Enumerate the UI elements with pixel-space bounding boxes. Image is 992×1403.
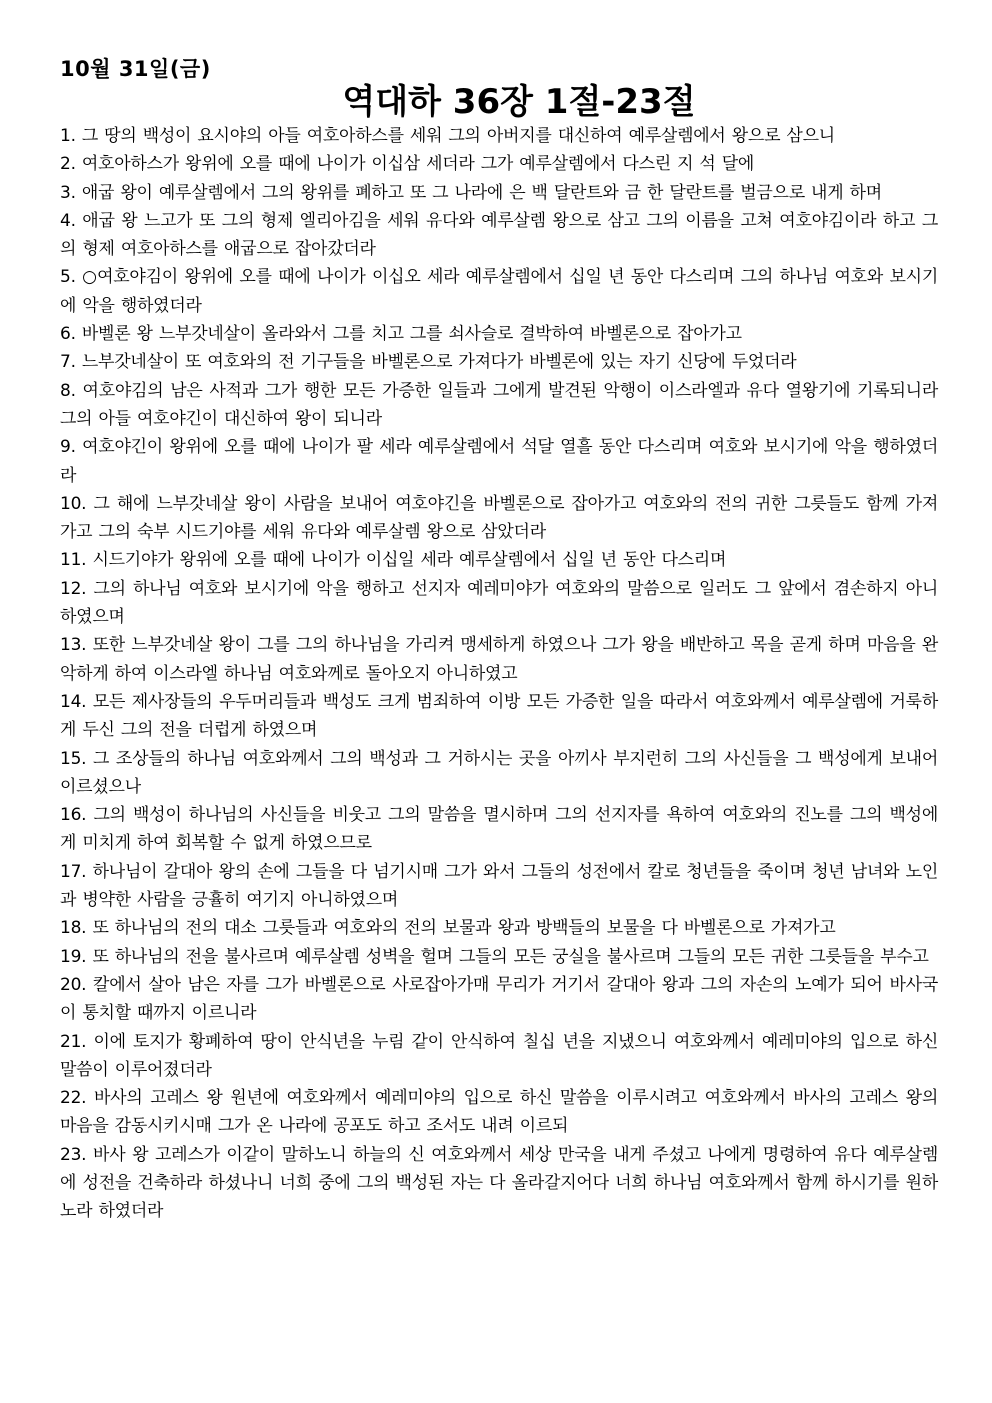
verse-5: 5. ○여호야김이 왕위에 오를 때에 나이가 이십오 세라 예루살렘에서 십일 년 동안 다스리며 그의 하나님 여호와 보시기에 악을 행하였더라 [60,267,938,316]
verse-7: 7. 느부갓네살이 또 여호와의 전 기구들을 바벨론으로 가져다가 바벨론에 있는 자기 신당에 두었더라 [60,352,797,373]
verse-18: 18. 또 하나님의 전의 대소 그릇들과 여호와의 전의 보물과 왕과 방백들의 보물을 다 바벨론으로 가져가고 [60,918,836,939]
verse-22: 22. 바사의 고레스 왕 원년에 여호와께서 예레미야의 입으로 하신 말씀을 이루시려고 여호와께서 바사의 고레스 왕의 마음을 감동시키시매 그가 온 나라에 공포도 하고 조서도 내려 이르되 [60,1088,938,1137]
verse-2: 2. 여호아하스가 왕위에 오를 때에 나이가 이십삼 세더라 그가 예루살렘에서 다스린 지 석 달에 [60,154,755,175]
verse-4: 4. 애굽 왕 느고가 또 그의 형제 엘리아김을 세워 유다와 예루살렘 왕으로 삼고 그의 이름을 고쳐 여호야김이라 하고 그의 형제 여호아하스를 애굽으로 잡아갔더라 [60,210,938,260]
verse-12: 12. 그의 하나님 여호와 보시기에 악을 행하고 선지자 예레미야가 여호와의 말씀으로 일러도 그 앞에서 겸손하지 아니하였으며 [60,578,938,628]
verse-6: 6. 바벨론 왕 느부갓네살이 올라와서 그를 치고 그를 쇠사슬로 결박하여 바벨론으로 잡아가고 [60,324,742,345]
verse-8: 8. 여호야김의 남은 사적과 그가 행한 모든 가증한 일들과 그에게 발견된 악행이 이스라엘과 유다 열왕기에 기록되니라 그의 아들 여호야긴이 대신하여 왕이 되니라 [60,380,938,429]
verse-21: 21. 이에 토지가 황폐하여 땅이 안식년을 누림 같이 안식하여 칠십 년을 지냈으니 여호와께서 예레미야의 입으로 하신 말씀이 이루어졌더라 [60,1031,938,1080]
verse-14: 14. 모든 제사장들의 우두머리들과 백성도 크게 범죄하여 이방 모든 가증한 일을 따라서 여호와께서 예루살렘에 거룩하게 두신 그의 전을 더럽게 하였으며 [60,691,938,741]
verse-13: 13. 또한 느부갓네살 왕이 그를 그의 하나님을 가리켜 맹세하게 하였으나 그가 왕을 배반하고 목을 곧게 하며 마음을 완악하게 하여 이스라엘 하나님 여호와께로 돌아오지 아니하였고 [60,635,938,684]
verse-19: 19. 또 하나님의 전을 불사르며 예루살렘 성벽을 헐며 그들의 모든 궁실을 불사르며 그들의 모든 귀한 그릇들을 부수고 [60,946,929,967]
verse-list [60,122,938,1226]
verse-23: 23. 바사 왕 고레스가 이같이 말하노니 하늘의 신 여호와께서 세상 만국을 내게 주셨고 나에게 명령하여 유다 예루살렘에 성전을 건축하라 하셨나니 너희 중에 그의 백성된 자는 다 올라갈지어다 너희 하나님 여호와께서 함께 하시기를 원하노라 하였더라 [60,1144,938,1222]
verse-17: 17. 하나님이 갈대아 왕의 손에 그들을 다 넘기시매 그가 와서 그들의 성전에서 칼로 청년들을 죽이며 청년 남녀와 노인과 병약한 사람을 긍휼히 여기지 아니하였으며 [60,861,938,911]
verse-15: 15. 그 조상들의 하나님 여호와께서 그의 백성과 그 거하시는 곳을 아끼사 부지런히 그의 사신들을 그 백성에게 보내어 이르셨으나 [60,748,938,797]
verse-11: 11. 시드기야가 왕위에 오를 때에 나이가 이십일 세라 예루살렘에서 십일 년 동안 다스리며 [60,550,727,571]
verse-1: 1. 그 땅의 백성이 요시야의 아들 여호아하스를 세워 그의 아버지를 대신하여 예루살렘에서 왕으로 삼으니 [60,126,835,146]
page-title: 역대하 36장 1절-23절 [342,82,696,122]
verse-16: 16. 그의 백성이 하나님의 사신들을 비웃고 그의 말씀을 멸시하며 그의 선지자를 욕하여 여호와의 진노를 그의 백성에게 미치게 하여 회복할 수 없게 하였으므로 [60,805,938,854]
verse-20: 20. 칼에서 살아 남은 자를 그가 바벨론으로 사로잡아가매 무리가 거기서 갈대아 왕과 그의 자손의 노예가 되어 바사국이 통치할 때까지 이르니라 [60,974,938,1024]
verse-9: 9. 여호야긴이 왕위에 오를 때에 나이가 팔 세라 예루살렘에서 석달 열흘 동안 다스리며 여호와 보시기에 악을 행하였더라 [60,437,938,486]
verse-10: 10. 그 해에 느부갓네살 왕이 사람을 보내어 여호야긴을 바벨론으로 잡아가고 여호와의 전의 귀한 그릇들도 함께 가져가고 그의 숙부 시드기야를 세워 유다와 예루살렘 왕으로 삼았더라 [60,493,938,543]
verse-3: 3. 애굽 왕이 예루살렘에서 그의 왕위를 폐하고 또 그 나라에 은 백 달란트와 금 한 달란트를 벌금으로 내게 하며 [60,182,882,203]
date-heading: 10월 31일(금) [60,57,211,81]
